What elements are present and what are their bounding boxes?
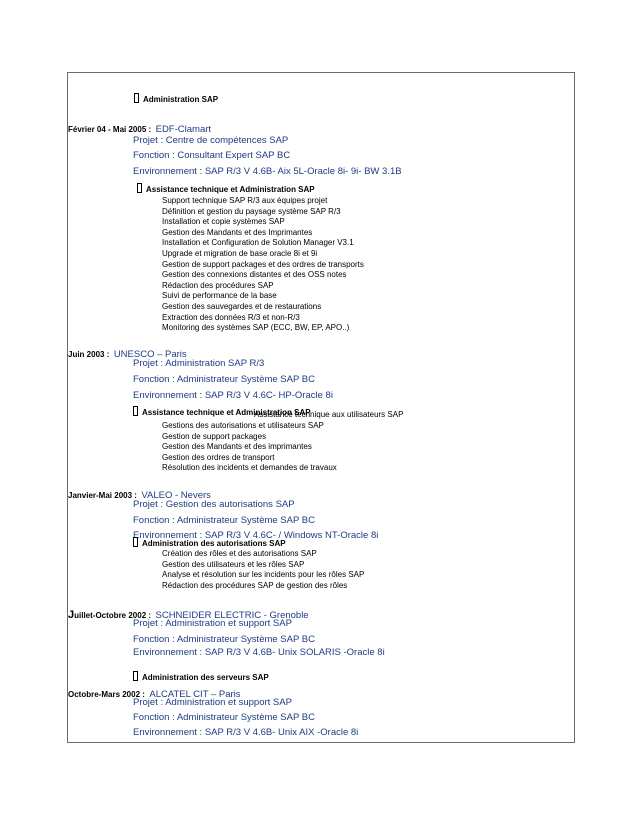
list-item-text: Installation et Configuration de Solution Manager V3.1: [162, 238, 354, 248]
entry-projet: Projet : Administration et support SAP: [133, 697, 292, 708]
list-item: [252, 410, 403, 419]
entry-fonction: Fonction : Consultant Expert SAP BC: [133, 150, 291, 161]
list-item-text: Upgrade et migration de base oracle 8i et 9i: [162, 249, 318, 258]
entry-fonction: Fonction : Administrateur Système SAP BC: [133, 515, 315, 526]
list-item-text: Gestions des autorisations et utilisateurs SAP: [162, 421, 324, 430]
list-item-text: Gestion des utilisateurs et les rôles SAP: [162, 559, 305, 569]
list-item-text: Suivi de performance de la base: [162, 291, 277, 301]
sub-heading-text: Assistance technique et Administration SAP: [146, 185, 315, 194]
list-item-text: Gestion des sauvegardes et de restaurations: [162, 302, 322, 311]
list-item: [160, 442, 312, 451]
entry-sub-heading: [133, 537, 286, 548]
checkbox-square-icon: [133, 537, 138, 547]
list-item-text: Définition et gestion du paysage système SAP R/3: [162, 206, 341, 216]
entry-date: Février 04 - Mai 2005 :: [68, 125, 152, 134]
list-item-text: Rédaction des procédures SAP de gestion des rôles: [162, 580, 348, 590]
entry-date: Janvier-Mai 2003 :: [68, 491, 137, 500]
list-item: [160, 453, 275, 462]
list-item-text: Création des rôles et des autorisations SAP: [162, 549, 317, 558]
list-item: [160, 581, 347, 590]
list-item-text: Gestion des connexions distantes et des OSS notes: [162, 270, 347, 280]
list-item: [160, 560, 304, 569]
list-item: [160, 260, 364, 269]
list-item: [160, 196, 327, 205]
entry-projet: Projet : Gestion des autorisations SAP: [133, 499, 295, 510]
list-item-text: Gestion des Mandants et des imprimantes: [162, 442, 312, 452]
entry-company: VALEO - Nevers: [141, 490, 211, 501]
entry-fonction: Fonction : Administrateur Système SAP BC: [133, 712, 315, 723]
list-item-text: Résolution des incidents et demandes de travaux: [162, 463, 337, 473]
list-item: [160, 291, 277, 300]
list-item: [160, 270, 347, 279]
entry-projet: Projet : Centre de compétences SAP: [133, 135, 289, 146]
entry-projet: Projet : Administration et support SAP: [133, 618, 292, 629]
entry-projet: Projet : Administration SAP R/3: [133, 358, 265, 369]
entry-company: UNESCO – Paris: [113, 349, 187, 360]
entry-sub-heading: [133, 671, 269, 682]
entry-environnement: Environnement : SAP R/3 V 4.6B- Aix 5L-Oracle 8i- 9i- BW 3.1B: [133, 166, 402, 177]
entry-company: ALCATEL CIT – Paris: [149, 689, 241, 700]
list-item-text: Assistance technique aux utilisateurs SAP: [254, 410, 404, 419]
entry-company: EDF-Clamart: [155, 124, 212, 135]
heading-text: Administration SAP: [143, 95, 219, 104]
list-item: [160, 549, 317, 558]
list-item: [160, 313, 300, 322]
list-item: [160, 421, 324, 430]
list-item-text: Analyse et résolution sur les incidents pour les rôles SAP: [162, 570, 365, 580]
sub-heading-text: Assistance technique et Administration SAP: [142, 408, 311, 417]
section-heading-admin-sap: [134, 93, 218, 104]
sub-heading-text: Administration des serveurs SAP: [142, 673, 269, 682]
list-item-text: Monitoring des systèmes SAP (ECC, BW, EP, APO..): [162, 323, 350, 333]
list-item: [160, 228, 312, 237]
entry-fonction: Fonction : Administrateur Système SAP BC: [133, 374, 315, 385]
entry-sub-heading: [137, 183, 315, 194]
list-item-text: Support technique SAP R/3 aux équipes projet: [162, 196, 328, 205]
checkbox-square-icon: [134, 93, 139, 103]
list-item: [160, 302, 321, 311]
entry-company: SCHNEIDER ELECTRIC - Grenoble: [155, 610, 309, 621]
entry-environnement: Environnement : SAP R/3 V 4.6B- Unix SOLARIS -Oracle 8i: [133, 647, 385, 658]
list-item: [160, 432, 266, 441]
sub-heading-text: Administration des autorisations SAP: [142, 539, 286, 548]
list-item: [160, 249, 317, 258]
list-item: [160, 281, 274, 290]
entry-date: Juin 2003 :: [68, 350, 110, 359]
entry-environnement: Environnement : SAP R/3 V 4.6C- HP-Oracle 8i: [133, 390, 333, 401]
entry-date: uillet-Octobre 2002 :: [74, 611, 152, 620]
list-item: [160, 238, 354, 247]
entry-environnement: Environnement : SAP R/3 V 4.6B- Unix AIX -Oracle 8i: [133, 727, 359, 738]
entry-date-initial: J: [68, 609, 75, 621]
list-item: [160, 570, 364, 579]
list-item-text: Gestion des ordres de transport: [162, 452, 275, 462]
list-item-text: Gestion des Mandants et des Imprimantes: [162, 227, 313, 237]
checkbox-square-icon: [137, 183, 142, 193]
entry-date: Octobre-Mars 2002 :: [68, 690, 145, 699]
list-item: [160, 217, 285, 226]
list-item-text: Rédaction des procédures SAP: [162, 280, 274, 290]
list-item-text: Gestion de support packages et des ordres de transports: [162, 259, 364, 269]
checkbox-square-icon: [133, 406, 138, 416]
checkbox-square-icon: [133, 671, 138, 681]
list-item-text: Gestion de support packages: [162, 431, 267, 441]
entry-environnement: Environnement : SAP R/3 V 4.6C- / Windows NT-Oracle 8i: [133, 530, 379, 541]
list-item-text: Extraction des données R/3 et non-R/3: [162, 312, 300, 322]
entry-fonction: Fonction : Administrateur Système SAP BC: [133, 634, 315, 645]
list-item-text: Installation et copie systèmes SAP: [162, 217, 285, 227]
list-item: [160, 207, 341, 216]
list-item: [160, 463, 337, 472]
list-item: [160, 323, 349, 332]
